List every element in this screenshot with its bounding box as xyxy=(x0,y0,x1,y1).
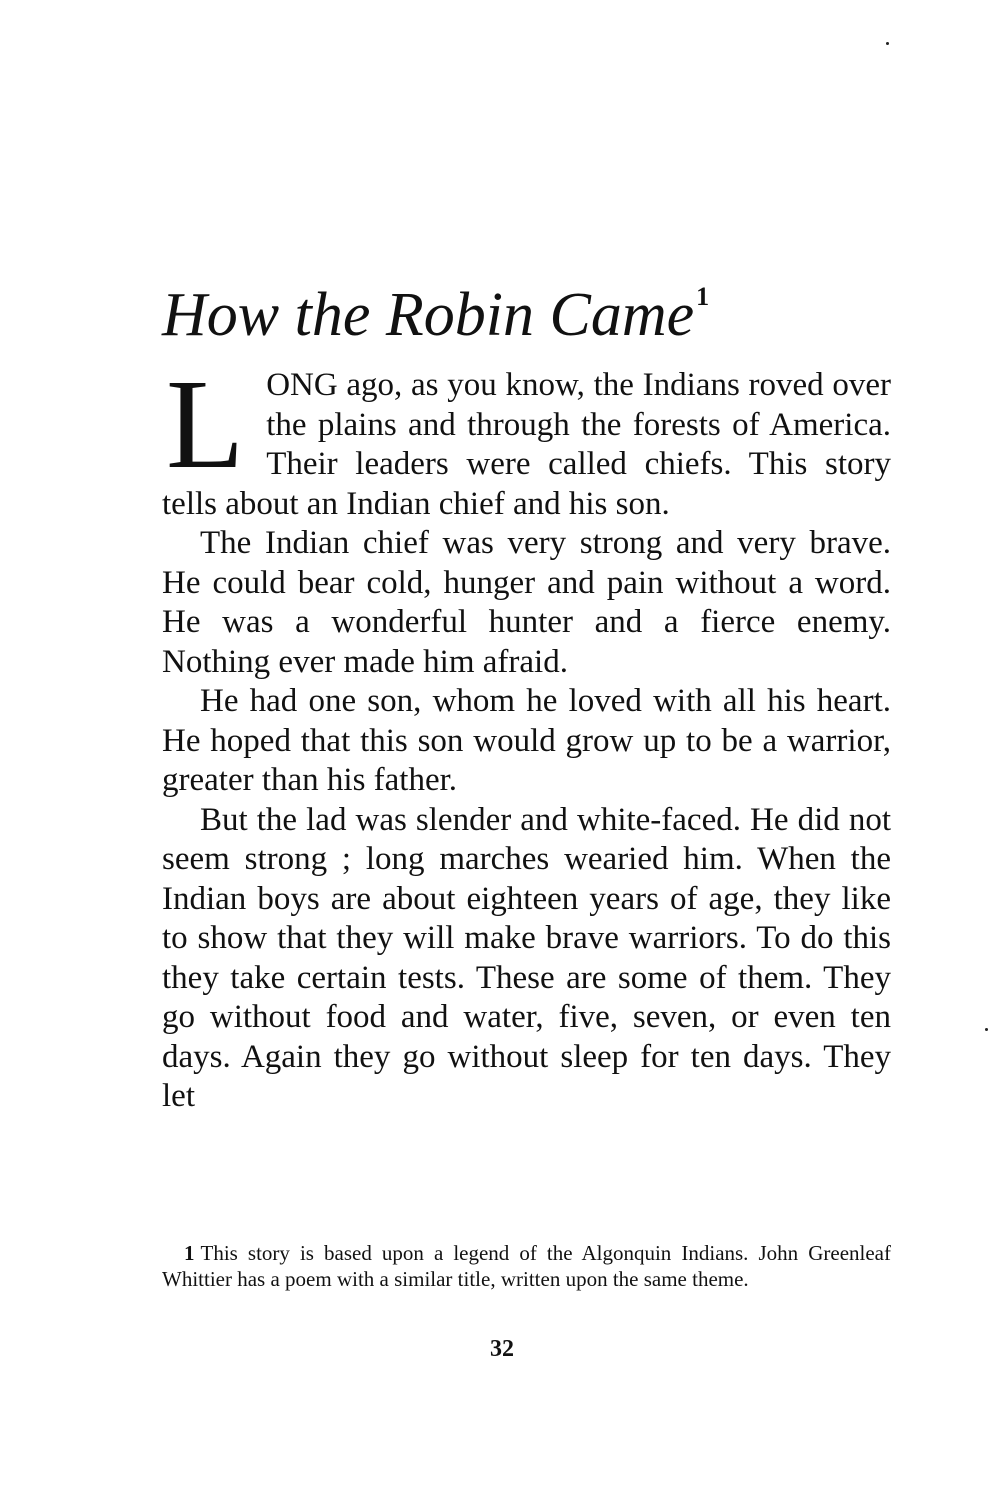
paragraph-4: But the lad was slender and white-faced. He did not seem strong ; long marches wearied him. When the Indian boys are about eighteen years of age, they like to show that they will make brave warriors. To do this they take certain tests. These are some of them. They go without food and water, five, seven, or even ten days. Again they go without sleep for ten days. They let xyxy=(162,801,891,1114)
paragraph-1 xyxy=(162,353,891,524)
paragraph-1-text: ONG ago, as you know, the Indians roved over the plains and through the forests of America. Their leaders were called chiefs. This story tells about an Indian chief and his son. xyxy=(162,367,891,522)
paragraph-3: He had one son, whom he loved with all his heart. He hoped that this son would grow up to be a warrior, greater than his father. xyxy=(162,683,891,798)
drop-cap: L xyxy=(166,353,245,495)
scan-speck xyxy=(886,42,889,45)
paragraph-2: The Indian chief was very strong and very brave. He could bear cold, hunger and pain without a word. He was a wonderful hunter and a fierce enemy. Nothing ever made him afraid. xyxy=(162,525,891,680)
chapter-title xyxy=(162,262,709,350)
chapter-title-text: How the Robin Came xyxy=(162,281,695,349)
footnote-text: This story is based upon a legend of the Algonquin Indians. John Greenleaf Whittier has a poem with a similar title, written upon the same theme. xyxy=(162,1241,891,1291)
scan-speck xyxy=(985,1028,988,1031)
footnote xyxy=(162,1240,891,1292)
footnote-marker: 1 xyxy=(184,1241,195,1265)
page-number: 32 xyxy=(490,1336,514,1362)
story-body xyxy=(162,353,891,1117)
title-footnote-ref: 1 xyxy=(696,282,710,311)
